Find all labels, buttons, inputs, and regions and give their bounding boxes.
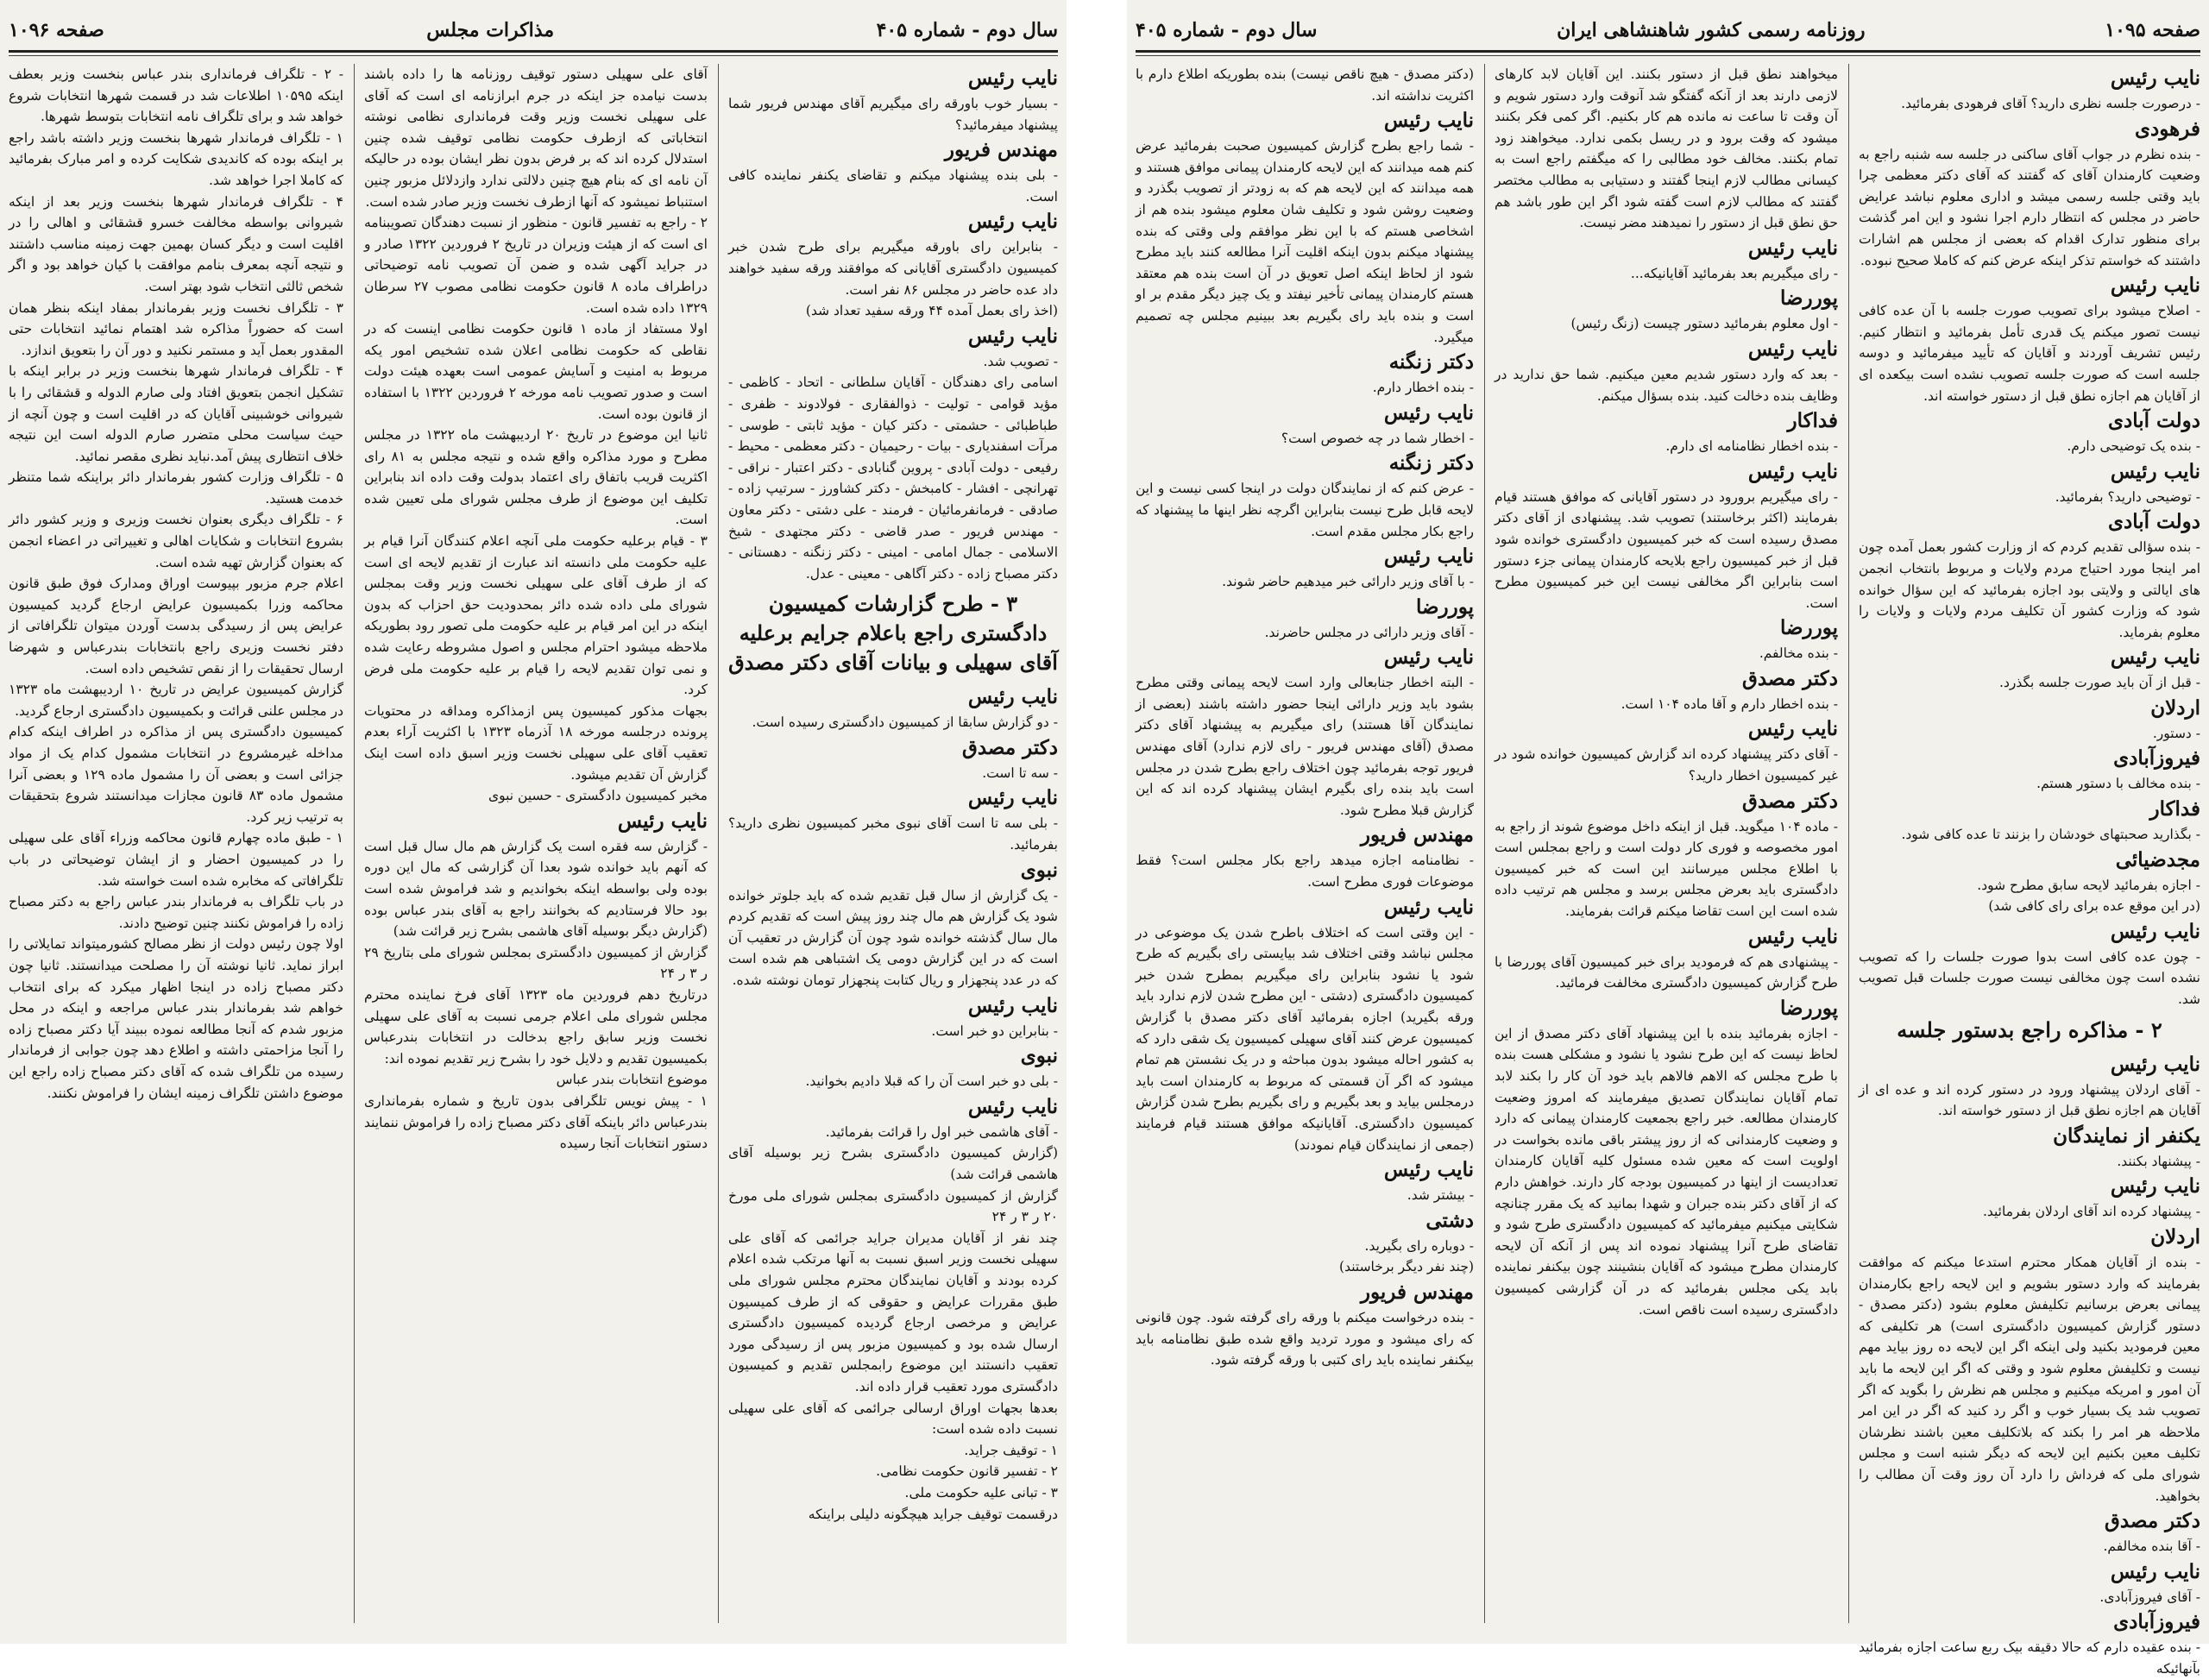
paragraph-text: - توضیحی دارید؟ بفرمائید. bbox=[2055, 488, 2200, 505]
paragraph bbox=[1136, 1256, 1474, 1278]
speaker-name: دکتر زنگنه bbox=[1388, 350, 1474, 374]
paragraph bbox=[364, 807, 708, 942]
paragraph bbox=[1495, 613, 1838, 664]
paragraph bbox=[364, 785, 708, 807]
speaker-name: مهندس فریور bbox=[944, 138, 1058, 162]
paragraph-text: (گزارش کمیسیون دادگستری بشرح زیر بوسیله آقای هاشمی قرائت شد) bbox=[728, 1145, 1058, 1182]
paragraph-text: اولا مستفاد از ماده ۱ قانون حکومت نظامی اینست که در نقاطی که حکومت نظامی اعلان شده تشخیص امور یکه مربوط به امنیت و آسایش عمومی است بعهده هیئت دولت است و صدور تصویب نامه مورخه ۲ فروردین ۱۳۲۲ با استفاده از قانون بوده است. bbox=[364, 321, 708, 422]
speaker-name: نایب رئیس bbox=[1383, 400, 1474, 425]
paragraph bbox=[364, 942, 708, 985]
paragraph-text: ۳ - تلگراف نخست وزیر بفرماندار بمفاد اینکه بنظر همان است که حضوراً مذاکره شد اهتمام نمائید انتخابات حتی المقدور بعمل آید و مستمر نکنید و دور آن را بتعویق اندازد. bbox=[9, 299, 343, 358]
paragraph bbox=[9, 192, 343, 298]
speaker-name: نایب رئیس bbox=[617, 809, 708, 833]
header-rule bbox=[1136, 50, 2200, 53]
paragraph bbox=[728, 1504, 1058, 1526]
header-rule bbox=[9, 50, 1058, 53]
speaker-name: نایب رئیس bbox=[1383, 645, 1474, 670]
speaker-name: نبوی bbox=[1020, 858, 1058, 882]
paragraph-text: ۱ - تلگراف فرماندار شهرها بنخست وزیر داشته باشد راجع بر اینکه بوده که کاندیدی شکایت کرده و امر مبارک بفرمائید که کاملا اجرا خواهد شد. bbox=[9, 129, 343, 188]
paragraph bbox=[1495, 284, 1838, 335]
paragraph bbox=[1136, 449, 1474, 542]
paragraph-text: ۱ - طبق ماده چهارم قانون محاکمه وزراء آقای علی سهیلی را در کمیسیون احضار و از ایشان توضیحاتی در باب تلگرافاتی که مخابره شده است خواسته شد. bbox=[9, 830, 343, 889]
paragraph-text: - اصلاح میشود برای تصویب صورت جلسه با آن عده کافی نیست تصور میکنم یک قدری تأمل بفرمائید و انتظار کنیم. رئیس تشریف آوردند و آقایان که تأیید میفرمائید و دوسه جلسه است که صورت جلسه تصویب نشده است بیکعده ای از آقایان هم اجازه نطق قبل از دستور خواسته اند. bbox=[1859, 303, 2200, 404]
paragraph bbox=[1859, 115, 2200, 272]
paragraph-text: ۲ - راجع به تفسیر قانون - منظور از نسبت دهندگان تصویبنامه ای است که از هیئت وزیران در تاریخ ۲ فروردین ۱۳۲۲ صادر و در جراید آگهی شده و ضمن آن تصویب نامه توضیحاتی دراطراف ماده ۸ قانون حکومت نظامی مصوب ۲۷ سرطان ۱۳۲۹ داده شده است. bbox=[364, 215, 708, 316]
paragraph-text: - بنده یک توضیحی دارم. bbox=[2067, 438, 2200, 455]
paragraph bbox=[9, 891, 343, 934]
paragraph bbox=[364, 531, 708, 701]
speaker-name: نایب رئیس bbox=[1383, 109, 1474, 133]
paragraph-text: ۱ - توقیف جراید. bbox=[964, 1442, 1058, 1458]
paragraph-text: ۴ - تلگراف فرماندار شهرها بنخست وزیر در برابر اینکه با تشکیل انجمن بتعویق افتاد ولی صارم الدوله و قشقائی را با شیروانی خوشبینی آقایان که در اقلیت است و چون آنچه از حیث سیاست محلی متضرر صارم الدوله است این نتیجه خلاف انتظاری پیش آمد.نباید نظری مقصر نمائید. bbox=[9, 363, 343, 464]
paragraph-text: - بنده اخطار دارم و آقا ماده ۱۰۴ است. bbox=[1621, 695, 1838, 712]
paragraph-text: - بنابراین دو خبر است. bbox=[931, 1022, 1058, 1039]
paragraph bbox=[728, 300, 1058, 322]
speaker-name: نایب رئیس bbox=[967, 210, 1058, 234]
paragraph-text: (چند نفر دیگر برخاستند) bbox=[1339, 1259, 1474, 1275]
speaker-name: دکتر مصدق bbox=[2104, 1509, 2200, 1533]
paragraph-text: - نظامنامه اجازه میدهد راجع بکار مجلس است؟ فقط موضوعات فوری مطرح است. bbox=[1136, 853, 1474, 890]
paragraph bbox=[728, 135, 1058, 207]
paragraph bbox=[1859, 271, 2200, 406]
paragraph-text: - پیشنهادی هم که فرمودید برای خبر کمیسیون آقای پوررضا با طرح گزارش کمیسیون دادگستری مخالفت فرمائید. bbox=[1495, 953, 1838, 991]
speaker-name: نایب رئیس bbox=[1747, 459, 1838, 483]
paragraph bbox=[1859, 1507, 2200, 1557]
paragraph-text: - بنده از آقایان همکار محترم استدعا میکنم که موافقت بفرمایند که وارد دستور بشویم و این لایحه راجع بکارمندان پیمانی بعرض برسانیم تکلیفش معلوم بشود (دکتر مصدق - دستور گزارش کمیسیون دادگستری است) هر تکلیفی که معین فرمودید بکنید ولی اینکه اگر این لایحه ده روز بیاید مهم نیست و تکلیفش معلوم شود و وقتی که اگر این لایحه ما باید آن امور و امریکه میکنیم و مجلس هم نظرش را بگوید که اگر تصویب شد یک بسیار خوب و اگر رد کنید که اگر در این امر ملاحظه هر امر را بکند که بلاتکلیف معین باشند نظرشان تکلیف معین بکنیم این لایحه که دیگر شنبه است و مجلس شورای ملی که فرداش را دارد آن روز وقت آن مطالب را بخواهید. bbox=[1859, 1255, 2200, 1504]
right-page-header bbox=[1136, 16, 2200, 45]
paragraph-text: - بنده سؤالی تقدیم کردم که از وزارت کشور بعمل آمده چون امر اینجا مورد احتیاج مردم ولایات و مربوط بانتخاب انجمن های ایالتی و ولایتی بود اجازه بفرمائید که این سؤال خوانده شود که وزارت کشور آن تکلیف مردم ولایات و ولایات را معلوم بفرماید. bbox=[1859, 539, 2200, 640]
text-column bbox=[1859, 64, 2200, 1677]
speaker-name: نایب رئیس bbox=[967, 786, 1058, 810]
paragraph-text: گزارش از کمیسیون دادگستری بمجلس شورای ملی مورخ ۲۰ ر ۳ ر ۲۴ bbox=[728, 1187, 1058, 1225]
paragraph bbox=[364, 1069, 708, 1091]
page-gutter bbox=[1067, 0, 1127, 1644]
paragraph-text: - تصویب شد. bbox=[983, 353, 1058, 369]
left-page-columns bbox=[9, 64, 1058, 1623]
paragraph-text: - البته اخطار جنابعالی وارد است لایحه پیمانی وقتی مطرح بشود باید وزیر دارائی اینجا حضور داشته باشند (بعضی از نمایندگان آقا هستند) رای میگیریم به پیشنهاد آقای دکتر مصدق (آقای مهندس فریور - رای لازم ندارد) آقای مهندس فریور توجه بفرمائید چون اختلاف راجع بطرح شدن در مجلس است باید بنده رای بگیرم ایشان پیشنهاد کرده اند که این گزارش قبلا مطرح شود. bbox=[1136, 675, 1474, 818]
text-column bbox=[9, 64, 343, 1623]
section-heading: ۳ - طرح گزارشات کمیسیون دادگستری راجع باعلام جرایم برعلیه آقای سهیلی و بیانات آقای دکتر مصدق bbox=[728, 591, 1058, 676]
paragraph bbox=[1495, 714, 1838, 786]
paragraph-text: ۱ - پیش نویس تلگرافی بدون تاریخ و شماره بفرمانداری بندرعباس دائر باینکه آقای دکتر مصباح زاده را فراموش ننمایند دستور انتخابات آنجا رسیده bbox=[364, 1092, 708, 1152]
paragraph-text: - آقا بنده مخالفم. bbox=[2103, 1538, 2200, 1555]
speaker-name: نایب رئیس bbox=[2110, 1052, 2200, 1076]
text-column bbox=[1495, 64, 1838, 1623]
text-column bbox=[1136, 64, 1474, 1623]
paragraph bbox=[1859, 1122, 2200, 1173]
paragraph bbox=[9, 509, 343, 573]
speaker-name: پوررضا bbox=[1779, 996, 1838, 1020]
speaker-name: دکتر مصدق bbox=[1741, 666, 1838, 690]
paragraph-text: - دستور. bbox=[2152, 725, 2200, 741]
paragraph bbox=[1859, 846, 2200, 897]
paragraph bbox=[9, 679, 343, 721]
paragraph bbox=[1495, 994, 1838, 1320]
paragraph bbox=[1136, 1278, 1474, 1371]
page-label: صفحه ۱۰۹۶ bbox=[9, 19, 104, 41]
paragraph bbox=[728, 783, 1058, 855]
column-divider bbox=[1484, 64, 1485, 1623]
column-divider bbox=[1848, 64, 1849, 1623]
paragraph-text: - بسیار خوب باورقه رای میگیریم آقای مهندس فریور شما پیشنهاد میفرمائید؟ bbox=[728, 96, 1058, 133]
speaker-name: نایب رئیس bbox=[1747, 236, 1838, 260]
speaker-name: نایب رئیس bbox=[2110, 919, 2200, 943]
paragraph-text: - بنده اخطار دارم. bbox=[1372, 380, 1474, 396]
paragraph-text: - بلی دو خبر است آن را که قبلا دادیم بخوانید. bbox=[805, 1073, 1058, 1090]
paragraph-text: - بنده اخطار نظامنامه ای دارم. bbox=[1665, 438, 1838, 455]
paragraph-text: - پیشنهاد کرده اند آقای اردلان بفرمائید. bbox=[1982, 1204, 2200, 1220]
paragraph-text: کمیسیون دادگستری پس از مذاکره در اطراف اینکه کدام مداخله غیرمشروع در انتخابات مشمول کدام یک از مواد جزائی است و بعضی آن را مشمول ماده ۱۲۹ و بعضی آنرا مشمول ماده ۸۳ قانون مجازات میدانستند شروع بتحقیقات به ترتیب زیر کرد. bbox=[9, 724, 343, 825]
paragraph bbox=[9, 467, 343, 509]
paragraph-text: موضوع انتخابات بندر عباس bbox=[556, 1072, 708, 1088]
section-title: مذاکرات مجلس bbox=[426, 19, 555, 41]
speaker-name: نایب رئیس bbox=[967, 1094, 1058, 1118]
paragraph bbox=[1495, 234, 1838, 285]
paragraph-text: - آقای دکتر پیشنهاد کرده اند گزارش کمیسیون خوانده شود در غیر کمیسیون اخطار دارید؟ bbox=[1495, 746, 1838, 784]
paragraph bbox=[1495, 406, 1838, 457]
speaker-name: نایب رئیس bbox=[967, 685, 1058, 709]
paragraph-text: - شما راجع بطرح گزارش کمیسیون صحبت بفرمائید عرض کنم همه میدانند که این لایحه کارمندان پیمانی موافق هستند و همه میدانند که این لایحه هم که به زودتر از تصویب بگذرد و وضعیت روشن شود و تکلیف شان معلوم میشود بنده هم از اشخاصی هستم که با این نظر موافقم ولی وقتی که بنده پیشنهاد میکنم بدون اینکه اقلیت آنرا مطالعه کنند باید مطرح شود از لحاظ اینکه اصل تعویق در آن است بنده هم معتقد هستم کارمندان پیمانی تأخیر نیفتد و یک چیز دیگر مقدم بر او است و بنده باید رای بگیریم بعد ببینیم مجلس چه تصمیم میگیرد. bbox=[1136, 138, 1474, 345]
paragraph-text: ۵ - تلگراف وزارت کشور بفرماندار دائر براینکه شما متنظر خدمت هستید. bbox=[9, 469, 343, 507]
paragraph bbox=[1136, 64, 1474, 106]
paragraph bbox=[1136, 106, 1474, 348]
paragraph bbox=[9, 128, 343, 192]
speaker-name: نایب رئیس bbox=[2110, 645, 2200, 670]
paragraph-text: ۶ - تلگراف دیگری بعنوان نخست وزیری و وزیر کشور دائر بشروع انتخابات و شکایات اهالی و تغییراتی در اعضاء انجمن که بعنوان گزارش تهیه شده است. bbox=[9, 512, 343, 570]
speaker-name: پوررضا bbox=[1415, 595, 1474, 619]
speaker-name: دشتی bbox=[1425, 1208, 1474, 1232]
paragraph bbox=[1136, 348, 1474, 399]
paragraph-text: بجهات مذکور کمیسیون پس ازمذاکره ومداقه در محتویات پرونده درجلسه مورخه ۱۸ آذرماه ۱۳۲۳ با اکثریت آراء بعدم تعقیب آقای علی سهیلی نخست وزیر اسبق داده است اینک گزارش آن تقدیم میشود. bbox=[364, 702, 708, 783]
paragraph bbox=[1136, 893, 1474, 1156]
paragraph-text: (دکتر مصدق - هیچ ناقص نیست) بنده بطوریکه اطلاع دارم با اکثریت نداشته اند. bbox=[1136, 66, 1474, 104]
paragraph-text: - رای میگیریم برورود در دستور آقایانی که موافق هستند قیام بفرمایند (اکثر برخاستند) تصویب شد. پیشنهادی از آقای دکتر مصدق رسیده است که خبر کمیسیون دادگستری خوانده شود قبل از خبر کمیسیون راجع بلایحه کارمندان پیمانی جزء دستور است بنابراین اگر مخالفی نیست این خبر کمیسیون مطرح است. bbox=[1495, 488, 1838, 611]
text-column bbox=[728, 64, 1058, 1623]
paragraph-text: - اخطار شما در چه خصوص است؟ bbox=[1281, 430, 1474, 446]
paragraph bbox=[728, 1142, 1058, 1185]
paragraph bbox=[728, 683, 1058, 733]
paragraph bbox=[1136, 399, 1474, 450]
issue-number: سال دوم - شماره ۴۰۵ bbox=[1136, 19, 1318, 41]
paragraph bbox=[1136, 593, 1474, 644]
paragraph bbox=[728, 1440, 1058, 1462]
left-page-header bbox=[9, 16, 1058, 45]
paragraph bbox=[728, 1398, 1058, 1440]
paragraph-text: - بعد که وارد دستور شدیم معین میکنیم. شما حق ندارید در وظایف بنده دخالت کنید. بنده بسؤال میکنم. bbox=[1495, 366, 1838, 404]
paragraph bbox=[9, 721, 343, 827]
paragraph-text: - بنابراین رای باورقه میگیریم برای طرح شدن خبر کمیسیون دادگستری آقایانی که موافقند ورقه سفید خواهند داد عده حاضر در مجلس ۸۶ نفر است. bbox=[728, 239, 1058, 298]
newspaper-title: روزنامه رسمی کشور شاهنشاهی ایران bbox=[1557, 19, 1866, 41]
speaker-name: نایب رئیس bbox=[2110, 66, 2200, 90]
speaker-name: مهندس فریور bbox=[1360, 823, 1474, 847]
paragraph-text: ۳ - تبانی علیه حکومت ملی. bbox=[904, 1484, 1058, 1501]
paragraph bbox=[1859, 744, 2200, 795]
paragraph bbox=[1136, 1155, 1474, 1206]
paragraph bbox=[364, 1091, 708, 1155]
paragraph bbox=[728, 322, 1058, 373]
paragraph bbox=[1136, 542, 1474, 593]
paragraph-text: - دو گزارش سابقا از کمیسیون دادگستری رسیده است. bbox=[752, 714, 1058, 731]
header-rule-thin bbox=[9, 55, 1058, 56]
speaker-name: اردلان bbox=[2150, 695, 2200, 720]
speaker-name: نایب رئیس bbox=[1383, 895, 1474, 919]
paragraph-text: - چون عده کافی است بدوا صورت جلسات را که تصویب نشده است چون مخالفی نیست صورت جلسات قبل تصویب شد. bbox=[1859, 948, 2200, 1008]
paragraph bbox=[1859, 694, 2200, 745]
paragraph-text: - این وقتی است که اختلاف باطرح شدن یک موضوعی در مجلس نباشد وقتی اختلاف شد بیایستی رای بگیریم که طرح شود یا نشود بنابراین رای میگیریم بمطرح شدن خبر کمیسیون دادگستری (دشتی - این مطرح شدن لازم ندارد باید ورقه بگیرید) اجازه بفرمائید آقای دکتر مصدق با گزارش کمیسیون عرض کنند آقای سهیلی کمیسیون یک شقی دارد که به کشور احاله میشود بدون مباحثه و در یک نشستن هم تمام میشود که اگر آن قسمتی که مربوط به کارمندان است باید درمجلس بیاید و بعد بگیریم و رای بگیریم بطرح شدن گزارش کمیسیون دادگستری. آقایانیکه موافق هستند قیام فرمایند (جمعی از نمایندگان قیام نمودند) bbox=[1136, 924, 1474, 1153]
paragraph-text: اولا چون رئیس دولت از نظر مصالح کشورمیتواند تمایلاتی را ابراز نماید. ثانیا نوشته آن را مصلحت میدانستند. ثانیا چون دکتر مصباح زاده در اینجا اظهار میکرد که برای انتخاب خواهم شد بفرماندار بندر عباس مراجعه و اینکه در محل مزبور شدم که آنجا مطالعه نموده ببیند آیا دکتر مصباح زاده را آنجا مزاحمتی داشته و اطلاع دهد چون جوابی از فرماندار رسیده من تلگراف شده که آقای دکتر مصباح زاده راجع این موضوع داشتن تلگراف زمینه ایشان را فراموش نکنند. bbox=[9, 936, 343, 1101]
paragraph bbox=[364, 985, 708, 1069]
issue-number: سال دوم - شماره ۴۰۵ bbox=[876, 19, 1058, 41]
paragraph-text: - عرض کنم که از نمایندگان دولت در اینجا کسی نیست و این لایحه قابل طرح نیست بنابراین اگرچه نظر اینها ما پیشنهاد که راجع بکار مجلس مقدم است. bbox=[1136, 481, 1474, 539]
paragraph bbox=[1859, 1050, 2200, 1122]
speaker-name: فداکار bbox=[1787, 409, 1838, 433]
paragraph bbox=[728, 1041, 1058, 1092]
paragraph-text: درتاریخ دهم فروردین ماه ۱۳۲۳ آقای فرخ نماینده محترم مجلس شورای ملی اعلام جرمی نسبت به آقای علی سهیلی نخست وزیر سابق راجع بدخالت در انتخابات بندرعباس بکمیسیون تقدیم و دلایل خود را بشرح زیر تقدیم نموده اند: bbox=[364, 986, 708, 1067]
paragraph-text: (اخذ رای بعمل آمده ۴۴ ورقه سفید تعداد شد) bbox=[805, 303, 1058, 319]
column-divider bbox=[354, 64, 355, 1623]
paragraph-text: - آقای هاشمی خبر اول را قرائت بفرمائید. bbox=[825, 1123, 1058, 1140]
paragraph-text: درقسمت توقیف جراید هیچگونه دلیلی براینکه bbox=[808, 1506, 1058, 1522]
paragraph bbox=[1495, 922, 1838, 994]
paragraph-text: - بنده مخالفم. bbox=[1759, 645, 1838, 662]
speaker-name: دولت آبادی bbox=[2108, 510, 2200, 534]
paragraph-text: ۳ - قیام برعلیه حکومت ملی آنچه اعلام کنندگان آنرا قیام بر علیه حکومت ملی دانسته اند عبارت از تقدیم لایحه ای است که از طرف آقای علی سهیلی نخست وزیر وقت بمجلس شورای ملی داده شده دائر بمحدودیت حق احزاب که بدون اینکه در این امر قیام بر علیه حکومت ملی تصور رود بطوریکه ملاحظه میشود احترام مجلس و اصول مشروطه رعایت شده و نمی توان تقدیم لایحه را قیام بر علیه حکومت ملی فرض کرد. bbox=[364, 533, 708, 698]
paragraph-text: ثانیا این موضوع در تاریخ ۲۰ اردیبهشت ماه ۱۳۲۲ در مجلس مطرح و مورد مذاکره واقع شده و نتیجه مجلس به ۸۱ رای اکثریت قریب باتفاق رای اعتماد بدولت وقت داده اند بنابراین تکلیف این موضوع از طرف مجلس شورای ملی تعیین شده است. bbox=[364, 427, 708, 528]
speaker-name: پوررضا bbox=[1779, 616, 1838, 640]
text-column bbox=[364, 64, 708, 1623]
speaker-name: نایب رئیس bbox=[1747, 337, 1838, 361]
speaker-name: نایب رئیس bbox=[967, 993, 1058, 1017]
paragraph bbox=[728, 733, 1058, 784]
paragraph bbox=[1495, 457, 1838, 614]
paragraph bbox=[1495, 335, 1838, 406]
column-divider bbox=[718, 64, 719, 1623]
paragraph bbox=[1859, 64, 2200, 115]
speaker-name: نایب رئیس bbox=[2110, 1559, 2200, 1583]
paragraph bbox=[1859, 1557, 2200, 1608]
paragraph bbox=[364, 318, 708, 425]
speaker-name: اردلان bbox=[2150, 1225, 2200, 1249]
speaker-name: نایب رئیس bbox=[1383, 1158, 1474, 1182]
paragraph bbox=[728, 1461, 1058, 1482]
paragraph-text: اعلام جرم مزبور بپیوست اوراق ومدارک فوق طبق قانون محاکمه وزرا بکمیسیون عرایض ارجاع گردید کمیسیون عرایض پس از رسیدگی بدست آوردن میتوان تلگرافاتی از دفتر نخست وزیری راجع بانتخابات بندرعباس و شهرضا ارسال تحقیقات را از نقص تشخیص داده است. bbox=[9, 576, 343, 676]
paragraph bbox=[1136, 643, 1474, 821]
paragraph bbox=[364, 212, 708, 318]
paragraph-text: - ۲ - تلگراف فرمانداری بندر عباس بنخست وزیر بعطف اینکه ۱۰۵۹۵ اطلاعات شد در قسمت شهرها انتخابات شروع خواهد شد و برای تلگراف نامه انتخابات بتوسط شهرها. bbox=[9, 66, 343, 125]
right-page-columns bbox=[1136, 64, 2200, 1677]
paragraph-text: گزارش از کمیسیون دادگستری بمجلس شورای ملی بتاریخ ۲۹ ر ۳ ر ۲۴ bbox=[364, 944, 708, 982]
paragraph bbox=[728, 1482, 1058, 1504]
paragraph bbox=[728, 64, 1058, 135]
paragraph bbox=[1859, 643, 2200, 694]
speaker-name: نایب رئیس bbox=[967, 66, 1058, 90]
speaker-name: مجدضیائی bbox=[2115, 847, 2200, 871]
paragraph bbox=[1859, 896, 2200, 917]
paragraph bbox=[728, 991, 1058, 1042]
speaker-name: یکنفر از نمایندگان bbox=[2053, 1123, 2200, 1148]
paragraph-text: - اول معلوم بفرمائید دستور چیست (زنگ رئیس) bbox=[1570, 316, 1838, 332]
paragraph bbox=[1859, 795, 2200, 846]
paragraph bbox=[728, 1228, 1058, 1398]
paragraph-text: - اجازه بفرمائید لایحه سابق مطرح شود. bbox=[1977, 877, 2200, 893]
header-rule-thin bbox=[1136, 55, 2200, 56]
paragraph bbox=[9, 298, 343, 362]
speaker-name: فیروزآبادی bbox=[2113, 1610, 2200, 1634]
paragraph bbox=[9, 361, 343, 467]
paragraph bbox=[1859, 1172, 2200, 1223]
paragraph-text: - سه تا است. bbox=[982, 764, 1058, 781]
paragraph-text: در باب تلگراف به فرماندار بندر عباس راجع به دکتر مصباح زاده را فراموش نکنند چنین توضیح دادند. bbox=[9, 894, 343, 931]
speaker-name: دولت آبادی bbox=[2108, 409, 2200, 433]
speaker-name: نایب رئیس bbox=[1747, 924, 1838, 948]
speaker-name: فداکار bbox=[2149, 797, 2200, 821]
paragraph-text: میخواهند نطق قبل از دستور بکنند. این آقایان لابد کارهای لازمی دارند بعد از آنکه گفتگو شد آنوقت وارد دستور شویم و آن وقت تا ساعت نه مانده هم کار بکنیم. اگر کمی فکر بکنند میشود که وقت برود و در ریسل بکمی ندارد. میخواهند زود تمام بکنند. مخالف خود مطالبی را که میگفتم راجع است به کیسانی مطالب لازم اینجا گفتند و دستیابی به مطالب مختصر گفتند که مطالب لازم است گفته شود اگر این طور باشد هم حق نطق قبل از دستور را نمیدهند مضر نیست. bbox=[1495, 66, 1838, 231]
speaker-name: مهندس فریور bbox=[1360, 1280, 1474, 1304]
section-heading: ۲ - مذاکره راجع بدستور جلسه bbox=[1897, 1016, 2162, 1042]
paragraph-text: - بنده نظرم در جواب آقای ساکنی در جلسه سه شنبه راجع به وضعیت کارمندان آقای که گفتند که آقای دکتر معظمی چرا باید وقتی جلسه رسمی میشد و اداری معلوم نباشد عرایض حاضر در مجلس که انتظار دارم اجرا نشود و این امر گذشت برای منظور تدارک اقدام که بعضی از مجلس هم اشارات داشتند که خواستم تذکر اینکه عرض کنم که کاملا صحیح نبوده. bbox=[1859, 146, 2200, 268]
paragraph-text: - آقای اردلان پیشنهاد ورود در دستور کرده اند و عده ای از آقایان هم اجازه نطق قبل از دستور خواسته اند. bbox=[1859, 1081, 2200, 1119]
paragraph-text: - بنده درخواست میکنم با ورقه رای گرفته شود. چون قانونی که رای میشود و مورد تردید واقع شده طبق نظامنامه باید بیکنفر نماینده باید رای کتبی با ورقه گرفته شود. bbox=[1136, 1309, 1474, 1369]
paragraph-text: - درصورت جلسه نظری دارید؟ آقای فرهودی بفرمائید. bbox=[1901, 96, 2200, 111]
page-label: صفحه ۱۰۹۵ bbox=[2105, 19, 2200, 41]
paragraph-text: - آقای وزیر دارائی در مجلس حاضرند. bbox=[1264, 624, 1474, 640]
paragraph bbox=[364, 64, 708, 212]
paragraph bbox=[1495, 664, 1838, 715]
paragraph-text: ۲ - تفسیر قانون حکومت نظامی. bbox=[876, 1463, 1058, 1480]
speaker-name: فیروزآبادی bbox=[2113, 746, 2200, 771]
paragraph-text: - بلی بنده پیشنهاد میکنم و تقاضای یکنفر نماینده کافی است. bbox=[728, 167, 1058, 204]
speaker-name: دکتر زنگنه bbox=[1388, 451, 1474, 475]
paragraph-text: بعدها بجهات اوراق ارسالی جرائمی که آقای علی سهیلی نسبت داده شده است: bbox=[728, 1400, 1058, 1438]
paragraph-text: - یک گزارش از سال قبل تقدیم شده که باید جلوتر خوانده شود یک گزارش هم مال چند روز پیش است که تقدیم کردم مال سال گذشته خوانده شود چون آن گزارش در تعقیب آن است که در این گزارش دومی یک اشتباهی هم شده است که در عدد پنجهزار و ریال کتابت پنجهزار تومان نوشته شده. bbox=[728, 887, 1058, 989]
paragraph-text: - قبل از آن باید صورت جلسه بگذرد. bbox=[1999, 675, 2200, 691]
paragraph bbox=[728, 856, 1058, 991]
paragraph-text: - بنده عقیده دارم که حالا دقیقه بیک ربع ساعت اجازه بفرمائید بآنهائیکه bbox=[1859, 1639, 2200, 1677]
paragraph bbox=[728, 1186, 1058, 1228]
speaker-name: نبوی bbox=[1020, 1044, 1058, 1068]
paragraph-text: - گزارش سه فقره است یک گزارش هم مال سال قبل است که آنهم باید خوانده شود بعدا آن گزارشی که مال این دوره بوده ولی بواسطه اینکه بخواندیم و شد فراموش شده است بود حالا فرستادیم که بخوانند راجع به آقای بندر عباس بوده (گزارش دیگر بوسیله آقای هاشمی بشرح زیر قرائت شد) bbox=[364, 838, 708, 940]
paragraph bbox=[728, 207, 1058, 300]
speaker-name: فرهودی bbox=[2135, 116, 2200, 141]
paragraph bbox=[1136, 821, 1474, 892]
speaker-name: نایب رئیس bbox=[2110, 1174, 2200, 1199]
speaker-name: دکتر مصدق bbox=[1741, 789, 1838, 813]
paragraph bbox=[728, 372, 1058, 584]
paragraph-text: - رای میگیریم بعد بفرمائید آقایانیکه... bbox=[1630, 265, 1838, 281]
paragraph-text: گزارش کمیسیون عرایض در تاریخ ۱۰ اردیبهشت ماه ۱۳۲۳ در مجلس علنی قرائت و بکمیسیون دادگستری ارجاع گردید. bbox=[9, 682, 343, 719]
paragraph bbox=[1495, 64, 1838, 234]
paragraph-text: - اجازه بفرمائید بنده با این پیشنهاد آقای دکتر مصدق از این لحاظ نیست که این طرح نشود یا نشود و مشکلی هست بنده با طرح مجلس که الاهم فالاهم باید خود آن کار را بکند لابد تمام آقایان نمایندگان تصدیق میفرمایند که امروز وضعیت کارمندان مطالعه. خبر راجع بجمعیت کارمندان پیمانی که دارد و وضعیت کارمندانی که از روز پیشتر باقی مانده بخواست در اولویت است که معین شده مسئول کلیه آقایان کارمندان تعدادیست از اینها در کمیسیون بودجه کار دارند. خواهش دارم که از آقای دکتر بنده جبران و شهدا بمانید که یک مقرر چنانچه شکایتی میکنیم میفرمائید که کمیسیون دادگستری طرح شود و تقاضای طرح آنرا پیشنهاد نموده اند پس از آنکه آن لایحه کارمندان مطرح میشود که آقایان بنشینند چون بیکنفر نماینده بابد یکی مجلس بفرمائید که در آن گزارشی کمیسیون دادگستری رسیده است ناقص است. bbox=[1495, 1025, 1838, 1318]
paragraph bbox=[1495, 787, 1838, 922]
paragraph-text: ۴ - تلگراف فرماندار شهرها بنخست وزیر بعد از اینکه شیروانی بواسطه مخالفت خسرو قشقائی و اهالی را در اقلیت است و دیگر کسان بهمین جهت زمینه مناسب داشتند و نتیجه آنچه بمعرف بنامم موافقت با کیان خواهد بود و اگر شخص ثالثی انتخاب شود بهتر است. bbox=[9, 193, 343, 294]
paragraph-text: - بنده مخالف با دستور هستم. bbox=[2036, 776, 2200, 792]
speaker-name: نایب رئیس bbox=[1383, 544, 1474, 569]
speaker-name: نایب رئیس bbox=[2110, 274, 2200, 298]
paragraph bbox=[9, 934, 343, 1104]
paragraph-text: آقای علی سهیلی دستور توقیف روزنامه ها را داده باشند بدست نیامده جز اینکه در جرم ابرازنامه ای است که آقای علی سهیلی نخست وزیر وقت فرمانداری نظامی نوشته انتخاباتی که ازطرف حکومت نظامی توقیف شده چنین استدلال کرده اند که بر فرض بدون نظر ایشان بوده در حالیکه آن نامه ای که بنام هیچ چنین دلالتی ندارد وازدلائل مزبور چنین استنباط نمیشود که آنها ازطرف نخست وزیر صادر شده است. bbox=[364, 66, 708, 210]
paragraph bbox=[728, 1092, 1058, 1143]
paragraph bbox=[1859, 1223, 2200, 1507]
paragraph-text: - پیشنهاد بکنند. bbox=[2117, 1153, 2200, 1169]
left-newspaper-page bbox=[0, 0, 1067, 1644]
paragraph-text: اسامی رای دهندگان - آقایان سلطانی - اتحاد - کاظمی - مؤید قوامی - تولیت - ذوالفقاری - فولادوند - ظفری - طباطبائی - حشمتی - دکتر کیان - مؤید ثابتی - طوسی - مرآت اسفندیاری - بیات - رحیمیان - دکتر معظمی - محیط - رفیعی - دولت آبادی - پروین گنابادی - دکتر اعتبار - نراقی - تهرانچی - افشار - کامبخش - دکتر کشاورز - سرتیپ زاده - صادقی - فرمانفرمائیان - فرمند - علی دشتی - دکتر معاون - مهندس فریور - صدر قاضی - دکتر مجتهدی - شیخ الاسلامی - جمال امامی - امینی - دکتر زنگنه - دهستانی - دکتر مصباح زاده - دکتر آگاهی - معینی - عدل. bbox=[728, 374, 1058, 582]
paragraph bbox=[1859, 406, 2200, 457]
paragraph-text: (در این موقع عده برای رای کافی شد) bbox=[1988, 898, 2200, 915]
speaker-name: دکتر مصدق bbox=[961, 735, 1058, 759]
paragraph-text: چند نفر از آقایان مدیران جراید جرائمی که آقای علی سهیلی نخست وزیر اسبق نسبت به آنها مرتکب شده اعلام کرده بودند و آقایان نمایندگان محترم مجلس شورای ملی طبق مقررات عرایض و حقوقی که از طرف کمیسیون عرایض و مرخصی ارجاع گردیده کمیسیون دادگستری ارسال شده بود و کمیسیون مزبور پس از رسیدگی مورد تعقیب دانستند این موضوع رابمجلس تقدیم و کمیسیون دادگستری مورد تعقیب قرار داده اند. bbox=[728, 1230, 1058, 1394]
paragraph-text: - با آقای وزیر دارائی خبر میدهیم حاضر شوند. bbox=[1222, 574, 1474, 590]
paragraph-text: - آقای فیروزآبادی. bbox=[2099, 1589, 2200, 1605]
paragraph bbox=[364, 701, 708, 785]
paragraph bbox=[1136, 1206, 1474, 1257]
paragraph bbox=[9, 827, 343, 891]
right-newspaper-page bbox=[1127, 0, 2209, 1677]
paragraph bbox=[9, 573, 343, 679]
paragraph bbox=[1859, 507, 2200, 643]
paragraph-text: - بلی سه تا است آقای نبوی مخبر کمیسیون نظری دارید؟ بفرمائید. bbox=[728, 815, 1058, 853]
paragraph-text: - ماده ۱۰۴ میگوید. قبل از اینکه داخل موضوع شوند از راجع به امور مخصوصه و فوری کار دولت است و راجع بمجلس است با اطلاع مجلس میرسانند این است که خبر کمیسیون دادگستری باید بعرض مجلس برسد و مجلس هم ترتیب داده شده است این است تقاضا میکنم قرائت بفرمایند. bbox=[1495, 818, 1839, 920]
paragraph bbox=[364, 425, 708, 531]
speaker-name: پوررضا bbox=[1779, 286, 1838, 311]
paragraph-text: - دوباره رای بگیرید. bbox=[1364, 1237, 1474, 1254]
paragraph bbox=[1859, 1608, 2200, 1679]
paragraph bbox=[9, 64, 343, 128]
speaker-name: نایب رئیس bbox=[2110, 459, 2200, 483]
speaker-name: نایب رئیس bbox=[967, 324, 1058, 348]
paragraph-text: - بگذارید صحبتهای خودشان را بزنند تا عده کافی شود. bbox=[1901, 827, 2200, 843]
paragraph-text: مخبر کمیسیون دادگستری - حسین نبوی bbox=[488, 788, 708, 804]
paragraph bbox=[1859, 917, 2200, 1010]
paragraph bbox=[1859, 457, 2200, 508]
paragraph-text: - بیشتر شد. bbox=[1407, 1187, 1474, 1204]
speaker-name: نایب رئیس bbox=[1747, 717, 1838, 741]
